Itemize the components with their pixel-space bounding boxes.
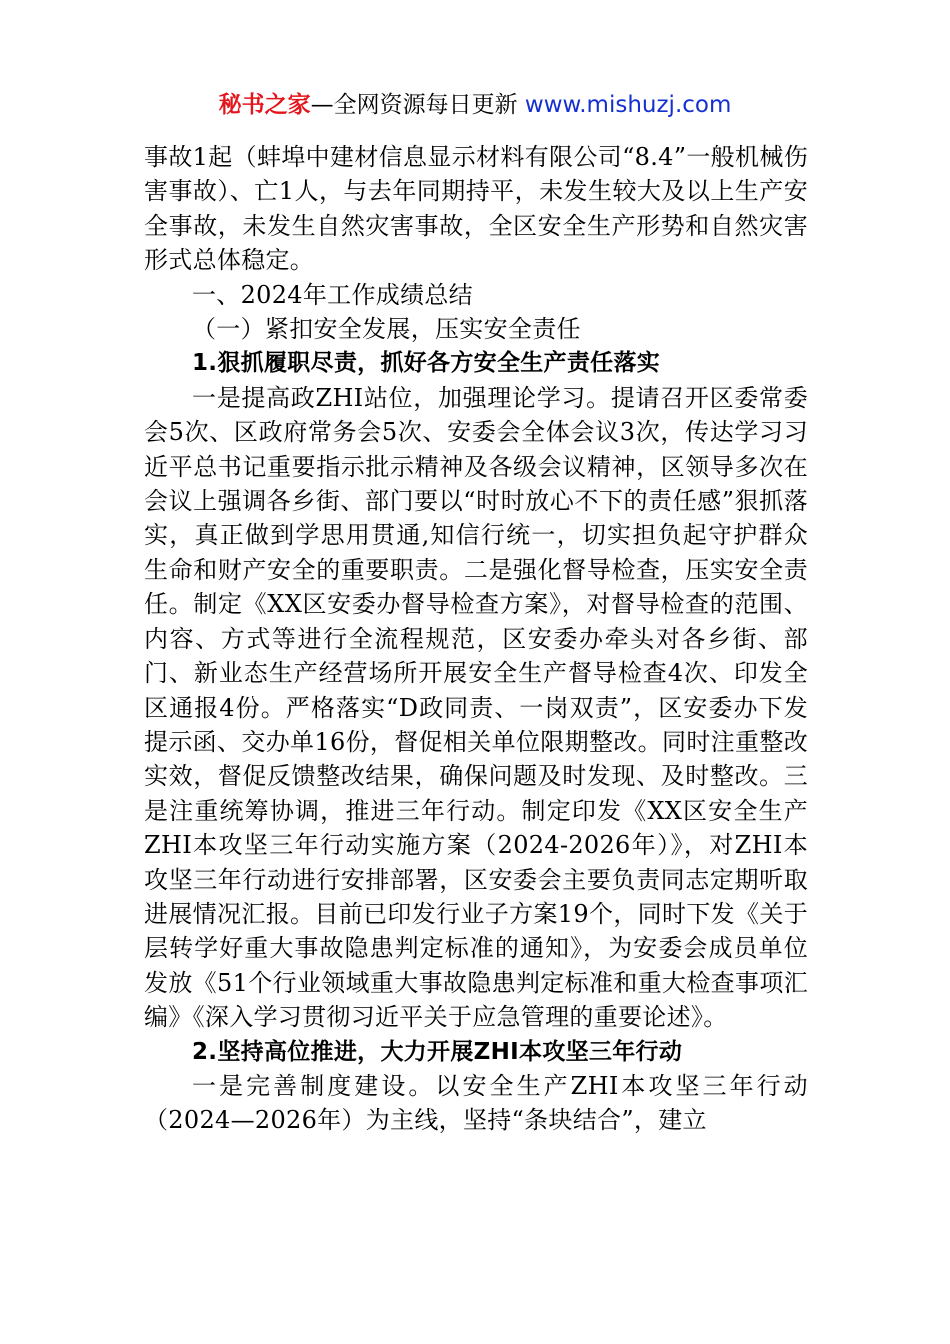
- subsection-heading: （一）紧扣安全发展，压实安全责任: [192, 315, 581, 344]
- item-heading-1: 1.狠抓履职尽责，抓好各方安全生产责任落实: [192, 350, 661, 377]
- header-brand: 秘书之家: [218, 92, 311, 118]
- item-heading-2: 2.坚持高位推进，大力开展ZHI本攻坚三年行动: [192, 1038, 683, 1065]
- paragraph-body-1: 一是提高政ZHI站位，加强理论学习。提请召开区委常委会5次、区政府常务会5次、安委会全体会议3次，传达学习习近平总书记重要指示批示精神及各级会议精神，区领导多次在会议上强调各乡街、部门要以“时时放心不下的责任感”狠抓落实，真正做到学思用贯通,知信行统一，切实担负起守护群众生命和财产安全的重要职责。二是强化督导检查，压实安全责任。制定《XX区安委办督导检查方案》，对督导检查的范围、内容、方式等进行全流程规范，区安委办牵头对各乡街、部门、新业态生产经营场所开展安全生产督导检查4次、印发全区通报4份。严格落实“D政同责、一岗双责”，区安委办下发提示函、交办单16份，督促相关单位限期整改。同时注重整改实效，督促反馈整改结果，确保问题及时发现、及时整改。三是注重统筹协调，推进三年行动。制定印发《XX区安全生产ZHI本攻坚三年行动实施方案（2024-2026年）》，对ZHI本攻坚三年行动进行安排部署，区安委会主要负责同志定期听取进展情况汇报。目前已印发行业子方案19个，同时下发《关于层转学好重大事故隐患判定标准的通知》，为安委会成员单位发放《51个行业领域重大事故隐患判定标准和重大检查事项汇编》《深入学习贯彻习近平关于应急管理的重要论述》。: [144, 383, 808, 1032]
- header-dash: —: [310, 92, 334, 118]
- page-header: [0, 88, 950, 122]
- header-url-link[interactable]: www.mishuzj.com: [524, 92, 732, 118]
- document-body: [144, 140, 808, 1138]
- paragraph-body-2: 一是完善制度建设。以安全生产ZHI本攻坚三年行动（2024—2026年）为主线，坚持“条块结合”，建立: [144, 1071, 808, 1135]
- header-tagline: 全网资源每日更新: [333, 92, 518, 118]
- section-heading: 一、2024年工作成绩总结: [192, 280, 473, 309]
- paragraph-intro: 事故1起（蚌埠中建材信息显示材料有限公司“8.4”一般机械伤害事故）、亡1人，与去年同期持平，未发生较大及以上生产安全事故，未发生自然灾害事故，全区安全生产形势和自然灾害形式总体稳定。: [144, 143, 808, 275]
